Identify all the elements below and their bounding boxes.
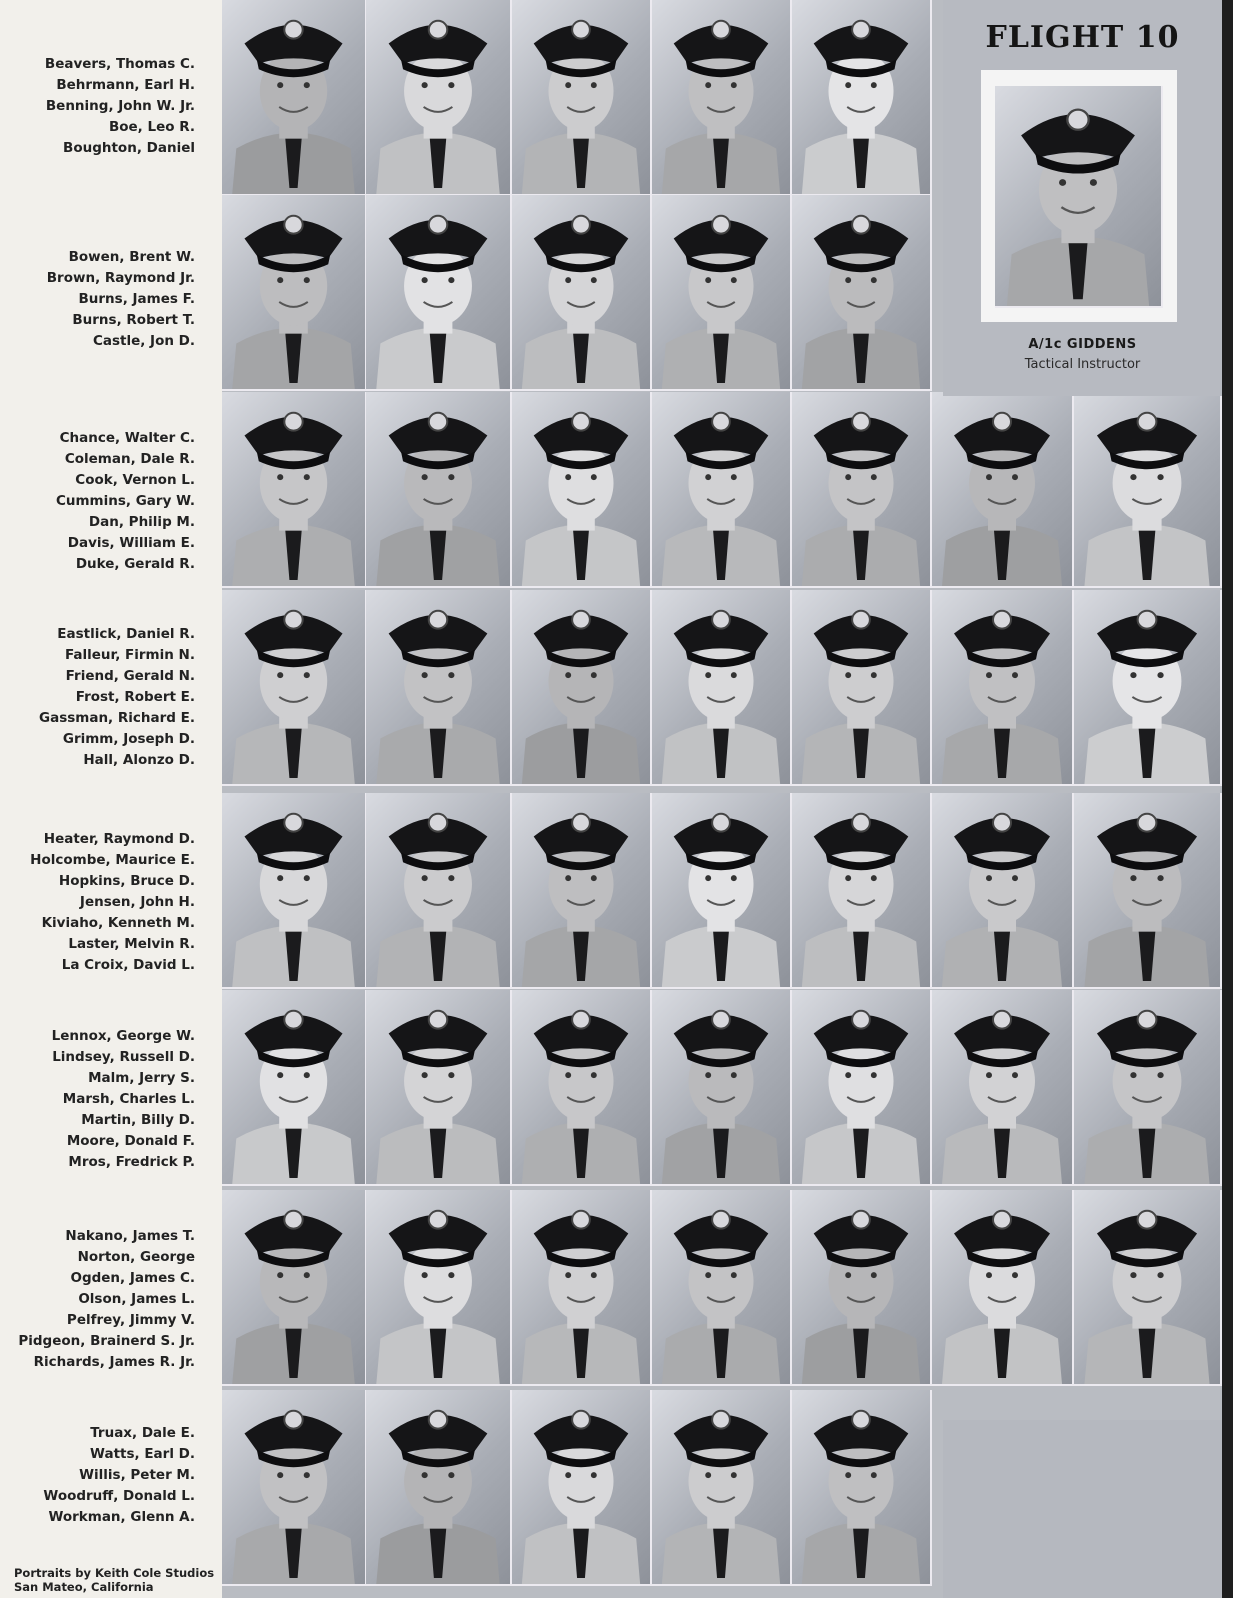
cadet-name: Behrmann, Earl H. <box>56 77 195 93</box>
cadet-portrait <box>366 392 512 588</box>
name-list <box>39 624 195 771</box>
cadet-name: Gassman, Richard E. <box>39 710 195 726</box>
cadet-name: Nakano, James T. <box>65 1228 195 1244</box>
cadet-name: Truax, Dale E. <box>90 1425 195 1441</box>
instructor-frame <box>981 70 1177 322</box>
cadet-portrait <box>932 392 1074 588</box>
cadet-portrait <box>652 195 792 391</box>
cadet-name: Jensen, John H. <box>79 894 195 910</box>
cadet-portrait <box>366 590 512 786</box>
cadet-name: Castle, Jon D. <box>92 333 195 349</box>
cadet-name: Kiviaho, Kenneth M. <box>41 915 195 931</box>
cadet-portrait <box>1074 990 1222 1186</box>
cadet-portrait <box>512 590 652 786</box>
cadet-name: Grimm, Joseph D. <box>62 731 195 747</box>
cadet-name: Beavers, Thomas C. <box>44 56 195 72</box>
cadet-portrait <box>652 590 792 786</box>
cadet-name: Friend, Gerald N. <box>65 668 195 684</box>
cadet-name: Boughton, Daniel <box>63 140 195 156</box>
cadet-name: Burns, Robert T. <box>72 312 195 328</box>
cadet-name: Lindsey, Russell D. <box>52 1049 195 1065</box>
cadet-name: Richards, James R. Jr. <box>33 1354 195 1370</box>
cadet-portrait <box>512 0 652 196</box>
cadet-name: Watts, Earl D. <box>90 1446 195 1462</box>
cadet-portrait <box>792 590 932 786</box>
photo-credit <box>14 1566 214 1594</box>
name-list <box>56 428 195 575</box>
cadet-portrait <box>652 793 792 989</box>
cadet-portrait <box>366 0 512 196</box>
cadet-portrait <box>512 1390 652 1586</box>
name-list <box>43 1423 195 1528</box>
cadet-portrait <box>792 392 932 588</box>
instructor-portrait <box>995 86 1163 308</box>
cadet-name: Benning, John W. Jr. <box>45 98 195 114</box>
cadet-name: Woodruff, Donald L. <box>43 1488 195 1504</box>
cadet-portrait <box>792 195 932 391</box>
name-list <box>47 247 195 352</box>
cadet-portrait <box>366 1390 512 1586</box>
cadet-name: Martin, Billy D. <box>81 1112 195 1128</box>
cadet-name: Workman, Glenn A. <box>48 1509 195 1525</box>
cadet-name: Holcombe, Maurice E. <box>30 852 195 868</box>
cadet-portrait <box>932 990 1074 1186</box>
cadet-name: La Croix, David L. <box>61 957 195 973</box>
cadet-portrait <box>512 793 652 989</box>
cadet-portrait <box>792 793 932 989</box>
name-list <box>18 1226 195 1373</box>
cadet-name: Willis, Peter M. <box>79 1467 195 1483</box>
cadet-name: Cummins, Gary W. <box>55 493 195 509</box>
cadet-portrait <box>222 1190 367 1386</box>
cadet-portrait <box>222 793 367 989</box>
cadet-name: Pidgeon, Brainerd S. Jr. <box>18 1333 195 1349</box>
cadet-portrait <box>932 1190 1074 1386</box>
cadet-name: Pelfrey, Jimmy V. <box>66 1312 195 1328</box>
cadet-portrait <box>1074 590 1222 786</box>
cadet-portrait <box>792 990 932 1186</box>
cadet-name: Hall, Alonzo D. <box>83 752 195 768</box>
cadet-portrait <box>932 793 1074 989</box>
names-column <box>0 0 220 1598</box>
cadet-portrait <box>366 990 512 1186</box>
name-list <box>52 1026 195 1173</box>
name-list <box>30 829 195 976</box>
cadet-portrait <box>366 793 512 989</box>
instructor-role: Tactical Instructor <box>1024 357 1141 372</box>
cadet-name: Heater, Raymond D. <box>43 831 195 847</box>
cadet-name: Eastlick, Daniel R. <box>57 626 195 642</box>
cadet-portrait <box>1074 793 1222 989</box>
cadet-name: Olson, James L. <box>78 1291 195 1307</box>
cadet-name: Cook, Vernon L. <box>75 472 195 488</box>
cadet-name: Duke, Gerald R. <box>75 556 195 572</box>
cadet-portrait <box>366 195 512 391</box>
cadet-name: Lennox, George W. <box>51 1028 195 1044</box>
cadet-name: Davis, William E. <box>67 535 195 551</box>
cadet-portrait <box>1074 1190 1222 1386</box>
cadet-name: Norton, George <box>77 1249 195 1265</box>
empty-grid-slot <box>943 1420 1222 1598</box>
cadet-portrait <box>792 1390 932 1586</box>
cadet-portrait <box>222 0 367 196</box>
cadet-name: Frost, Robert E. <box>75 689 195 705</box>
cadet-portrait <box>222 195 367 391</box>
flight-header <box>943 0 1222 396</box>
cadet-name: Coleman, Dale R. <box>64 451 195 467</box>
cadet-portrait <box>932 590 1074 786</box>
cadet-portrait <box>652 0 792 196</box>
cadet-portrait <box>222 392 367 588</box>
cadet-portrait <box>512 1190 652 1386</box>
cadet-name: Falleur, Firmin N. <box>64 647 195 663</box>
cadet-name: Moore, Donald F. <box>66 1133 195 1149</box>
cadet-name: Hopkins, Bruce D. <box>58 873 195 889</box>
cadet-portrait <box>652 1190 792 1386</box>
cadet-name: Brown, Raymond Jr. <box>46 270 195 286</box>
cadet-name: Burns, James F. <box>78 291 195 307</box>
cadet-portrait <box>512 990 652 1186</box>
cadet-portrait <box>222 590 367 786</box>
cadet-portrait <box>652 1390 792 1586</box>
cadet-name: Dan, Philip M. <box>88 514 195 530</box>
cadet-name: Mros, Fredrick P. <box>68 1154 195 1170</box>
cadet-name: Chance, Walter C. <box>59 430 195 446</box>
cadet-name: Boe, Leo R. <box>108 119 195 135</box>
credit-line: San Mateo, California <box>14 1580 154 1594</box>
page-title: FLIGHT 10 <box>985 20 1180 55</box>
cadet-name: Malm, Jerry S. <box>88 1070 195 1086</box>
credit-line: Portraits by Keith Cole Studios <box>14 1566 215 1580</box>
cadet-portrait <box>512 195 652 391</box>
cadet-name: Bowen, Brent W. <box>68 249 195 265</box>
cadet-portrait <box>792 1190 932 1386</box>
cadet-portrait <box>366 1190 512 1386</box>
cadet-portrait <box>652 990 792 1186</box>
cadet-portrait <box>1074 392 1222 588</box>
instructor-name: A/1c GIDDENS <box>1028 337 1137 352</box>
name-list <box>45 54 195 159</box>
cadet-name: Marsh, Charles L. <box>62 1091 195 1107</box>
cadet-portrait <box>792 0 932 196</box>
cadet-portrait <box>512 392 652 588</box>
cadet-portrait <box>652 392 792 588</box>
cadet-portrait <box>222 1390 367 1586</box>
cadet-name: Laster, Melvin R. <box>68 936 195 952</box>
cadet-portrait <box>222 990 367 1186</box>
cadet-name: Ogden, James C. <box>70 1270 195 1286</box>
